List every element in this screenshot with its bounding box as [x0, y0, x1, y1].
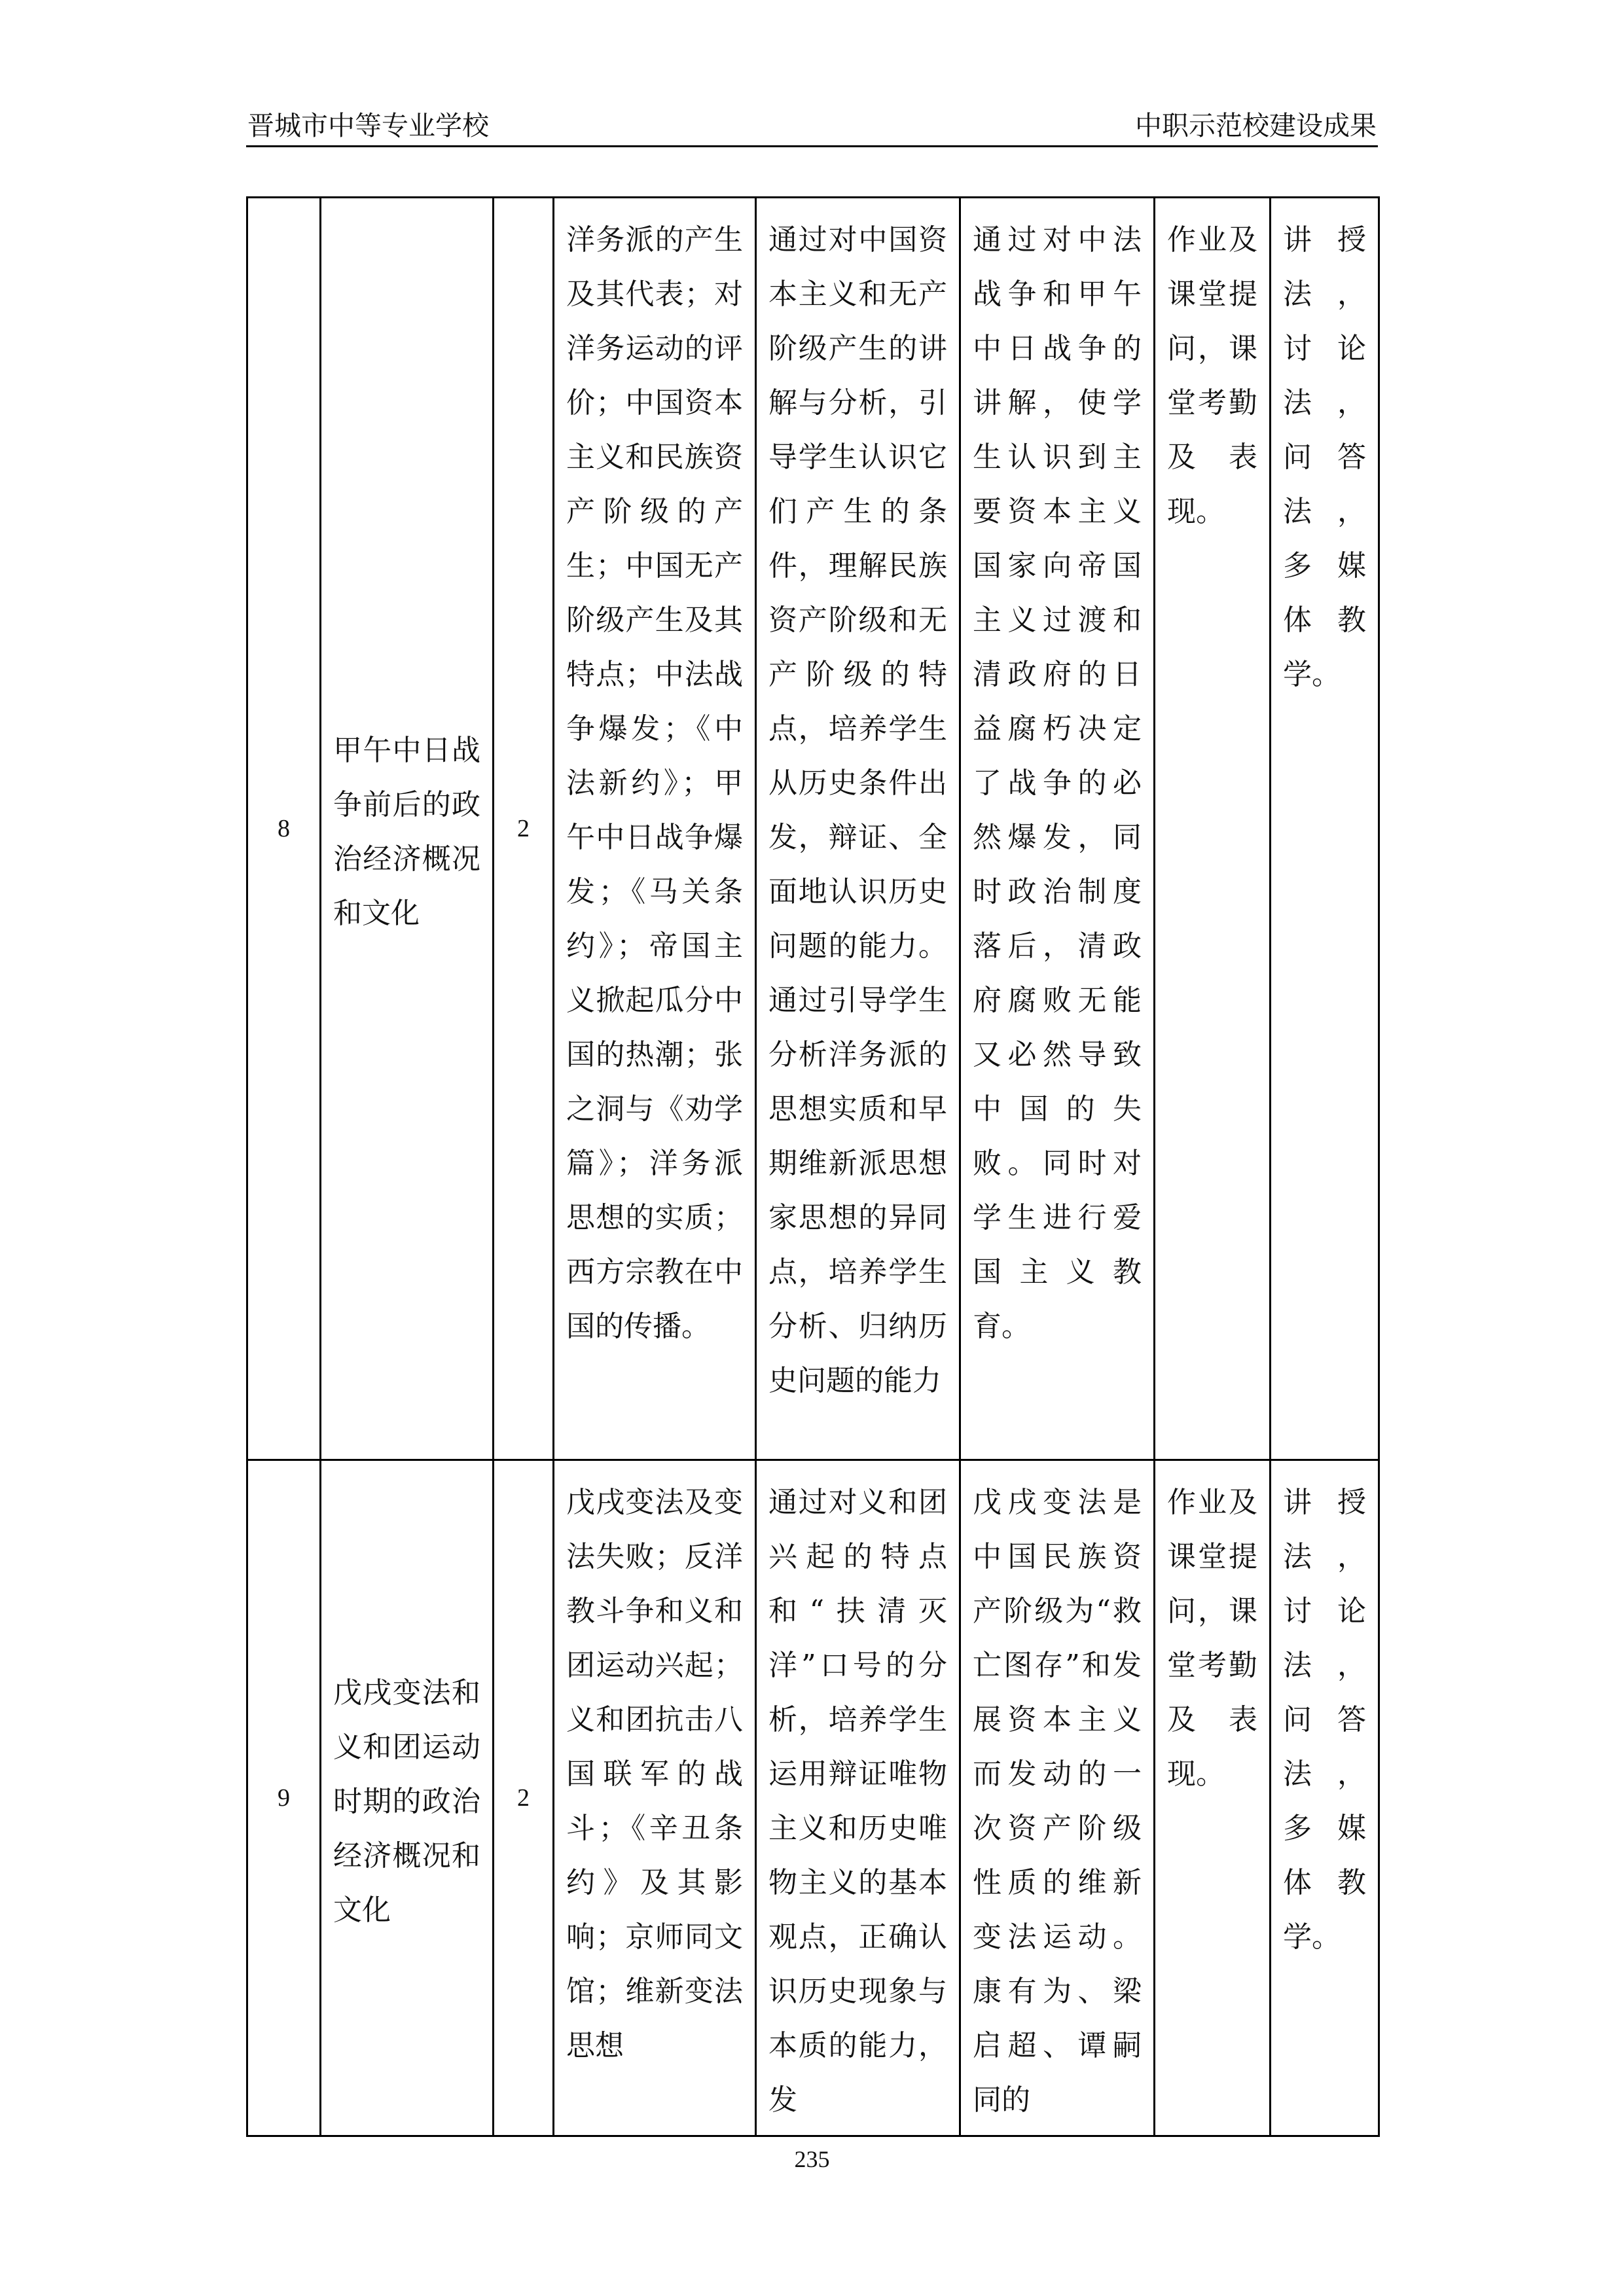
moral-goal-text: 戊戌变法是中国民族资产阶级为“救亡图存”和发展资本主义而发动的一次资产阶级性质的维新变法运动。康有为、梁启超、谭嗣同的 — [973, 1486, 1142, 2117]
header-school-name: 晋城市中等专业学校 — [247, 110, 489, 141]
content-text: 戊戌变法及变法失败；反洋教斗争和义和团运动兴起；义和团抗击八国联军的战斗；《辛丑条约》及其影响；京师同文馆；维新变法思想 — [566, 1486, 743, 2062]
row-moral-goal — [960, 198, 1155, 1460]
assessment-text: 作业及课堂提问，课堂考勤及表现。 — [1167, 1486, 1257, 1791]
page-number: 235 — [794, 2146, 830, 2172]
moral-goal-text: 通过对中法战争和甲午中日战争的讲解，使学生认识到主要资本主义国家向帝国主义过渡和清政府的日益腐朽决定了战争的必然爆发，同时政治制度落后，清政府腐败无能又必然导致中国的失败。同时对学生进行爱国主义教育。 — [973, 223, 1142, 1343]
row-moral-goal — [960, 1460, 1155, 2136]
table-row — [247, 198, 1379, 1460]
row-content — [554, 198, 756, 1460]
header-document-title: 中职示范校建设成果 — [1135, 110, 1377, 141]
row-topic — [321, 1460, 494, 2136]
method-text: 讲授法，讨论法，问答法，多媒体教学。 — [1283, 223, 1366, 691]
row-method — [1271, 198, 1379, 1460]
content-text: 洋务派的产生及其代表；对洋务运动的评价；中国资本主义和民族资产阶级的产生；中国无产阶级产生及其特点；中法战争爆发；《中法新约》；甲午中日战争爆发；《马关条约》；帝国主义掀起瓜分中国的热潮；张之洞与《劝学篇》；洋务派思想的实质；西方宗教在中国的传播。 — [566, 223, 743, 1343]
row-content — [554, 1460, 756, 2136]
ability-goal-text: 通过对义和团兴起的特点和“扶清灭洋”口号的分析，培养学生运用辩证唯物主义和历史唯物主义的基本观点，正确认识历史现象与本质的能力，发 — [768, 1486, 947, 2117]
row-number: 8 — [247, 198, 321, 1460]
topic-text: 戊戌变法和义和团运动时期的政治经济概况和文化 — [333, 1676, 480, 1927]
row-assessment — [1155, 198, 1271, 1460]
row-hours: 2 — [494, 1460, 554, 2136]
row-ability-goal — [756, 198, 960, 1460]
row-hours: 2 — [494, 198, 554, 1460]
row-method — [1271, 1460, 1379, 2136]
row-number: 9 — [247, 1460, 321, 2136]
table-row — [247, 1460, 1379, 2136]
row-topic — [321, 198, 494, 1460]
assessment-text: 作业及课堂提问，课堂考勤及表现。 — [1167, 223, 1257, 528]
row-assessment — [1155, 1460, 1271, 2136]
method-text: 讲授法，讨论法，问答法，多媒体教学。 — [1283, 1486, 1366, 1954]
curriculum-table — [246, 196, 1380, 2137]
row-ability-goal — [756, 1460, 960, 2136]
topic-text: 甲午中日战争前后的政治经济概况和文化 — [333, 734, 480, 930]
header-rule — [246, 145, 1378, 147]
ability-goal-text: 通过对中国资本主义和无产阶级产生的讲解与分析，引导学生认识它们产生的条件，理解民族资产阶级和无产阶级的特点，培养学生从历史条件出发，辩证、全面地认识历史问题的能力。通过引导学生分析洋务派的思想实质和早期维新派思想家思想的异同点，培养学生分析、归纳历史问题的能力 — [768, 223, 947, 1397]
